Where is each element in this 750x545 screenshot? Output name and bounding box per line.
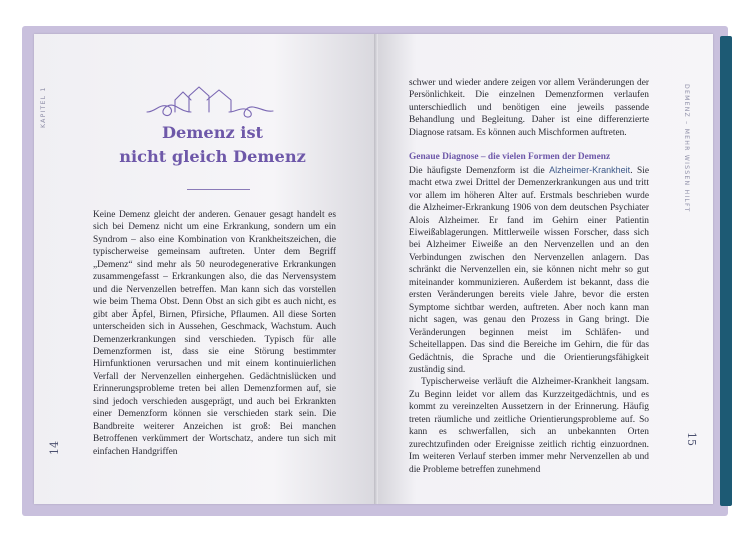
right-paragraph-2 — [409, 164, 649, 377]
right-page-number: 15 — [685, 432, 698, 446]
right-paragraph-1: schwer und wieder andere zeigen vor allem Veränderungen der Persönlichkeit. Die einzelnen Demenzformen verlaufen unterschiedlich und benötigen eine jeweils passende Behandlung und Begleitung. Daher ist eine differenzierte Diagnose ratsam. Es können auch Mischformen auftreten. — [409, 78, 649, 138]
p2-text-before: Die häufigste Demenzform ist die — [409, 165, 550, 176]
right-paragraph-3: Typischerweise verläuft die Alzheimer-Krankheit langsam. Zu Beginn leidet vor allem das Kurzzeitgedächtnis, und es kommt zu vereinzelten Aussetzern in der Erinnerung. Häufig treten räumliche und zeitliche Orientierungsprobleme auf. So kann es schwerfallen, sich an unbekannten Orten zurechtzufinden oder Ereignisse zeitlich richtig einzuordnen. Im weiteren Verlauf sterben immer mehr Nervenzellen ab und die Probleme betreffen zunehmend — [409, 377, 649, 475]
right-running-head: DEMENZ – MEHR WISSEN HILFT — [683, 84, 690, 213]
book-spine-edge — [720, 36, 732, 506]
left-body-paragraph: Keine Demenz gleicht der anderen. Genauer gesagt handelt es sich bei Demenz nicht um eine Erkrankung, sondern um ein Syndrom – also eine Kombination von Krankheitszeichen, die typischerweise gemeinsam auftreten. Unter dem Begriff „Demenz“ sind mehr als 50 neurodegenerative Erkrankungen zusammengefasst – Erkrankungen also, die das Nervensystem und die Nervenzellen betreffen. Man kann sich das vorstellen wie beim Thema Obst. Denn Obst an sich gibt es auch nicht, es gibt aber Äpfel, Birnen, Pfirsiche, Pflaumen. All diese Sorten unterscheiden sich in Aussehen, Geschmack, Wachstum. Auch Demenzerkrankungen sind verschieden. Typisch für alle Demenzformen ist, dass sie eine Störung bestimmter Hirnfunktionen verursachen und mit einem kontinuierlichen Verfall der Nervenzellen einhergehen. Gedächtnislücken und Erinnerungsprobleme treten bei allen Demenzformen auf, sie sind jedoch verschieden ausgeprägt, und auch bei Erkrankten einer Demenzform können sie verschieden stark sein. Die Bandbreite weiterer Anzeichen ist groß: Bei manchen Betroffenen verkümmert der Wortschatz, andere tun sich mit einfachen Handgriffen — [93, 210, 336, 457]
chapter-title-line-1: Demenz ist — [161, 123, 264, 142]
p2-text-after: . Sie macht etwa zwei Drittel der Demenzerkrankungen aus und tritt vor allem im höheren Alter auf. Erstmals beschrieben wurde die Alzheimer-Erkrankung 1906 von dem deutschen Psychiater Alois Alzheimer. Er fand im Gehirn einer Patientin Eiweißablagerungen. Mittlerweile wissen Forscher, dass sich bei Alzheimer Eiweiße an den Nervenzellen und an den Verbindungen zwischen den Nervenzellen anlagern. Das schränkt die Nervenzellen ein, sie können nicht mehr so gut miteinander kommunizieren. Außerdem ist bekannt, dass die ersten Veränderungen bereits viele Jahre, bevor die ersten Symptome sichtbar werden, auftreten. Aber noch kann man nicht sagen, was genau den Prozess in Gang bringt. Die Veränderungen beginnen meist im Schläfen- und Scheitellappen. Das sind die Bereiche im Gehirn, die für das Gedächtnis, die Sprache und die Orientierungsfähigkeit zuständig sind. — [409, 165, 650, 375]
left-running-head: KAPITEL 1 — [40, 86, 47, 128]
right-body-text — [409, 77, 649, 476]
left-page-number: 14 — [48, 441, 61, 455]
title-divider — [187, 189, 250, 190]
chapter-title — [100, 121, 325, 169]
section-subheading: Genaue Diagnose – die vielen Formen der Demenz — [409, 152, 611, 163]
chapter-title-line-2: nicht gleich Demenz — [119, 147, 306, 166]
book-gutter — [374, 34, 378, 504]
houses-flourish-icon — [145, 82, 275, 122]
paragraph-gap — [409, 139, 649, 151]
alzheimer-keyword: Alzheimer-Krankheit — [549, 164, 631, 175]
